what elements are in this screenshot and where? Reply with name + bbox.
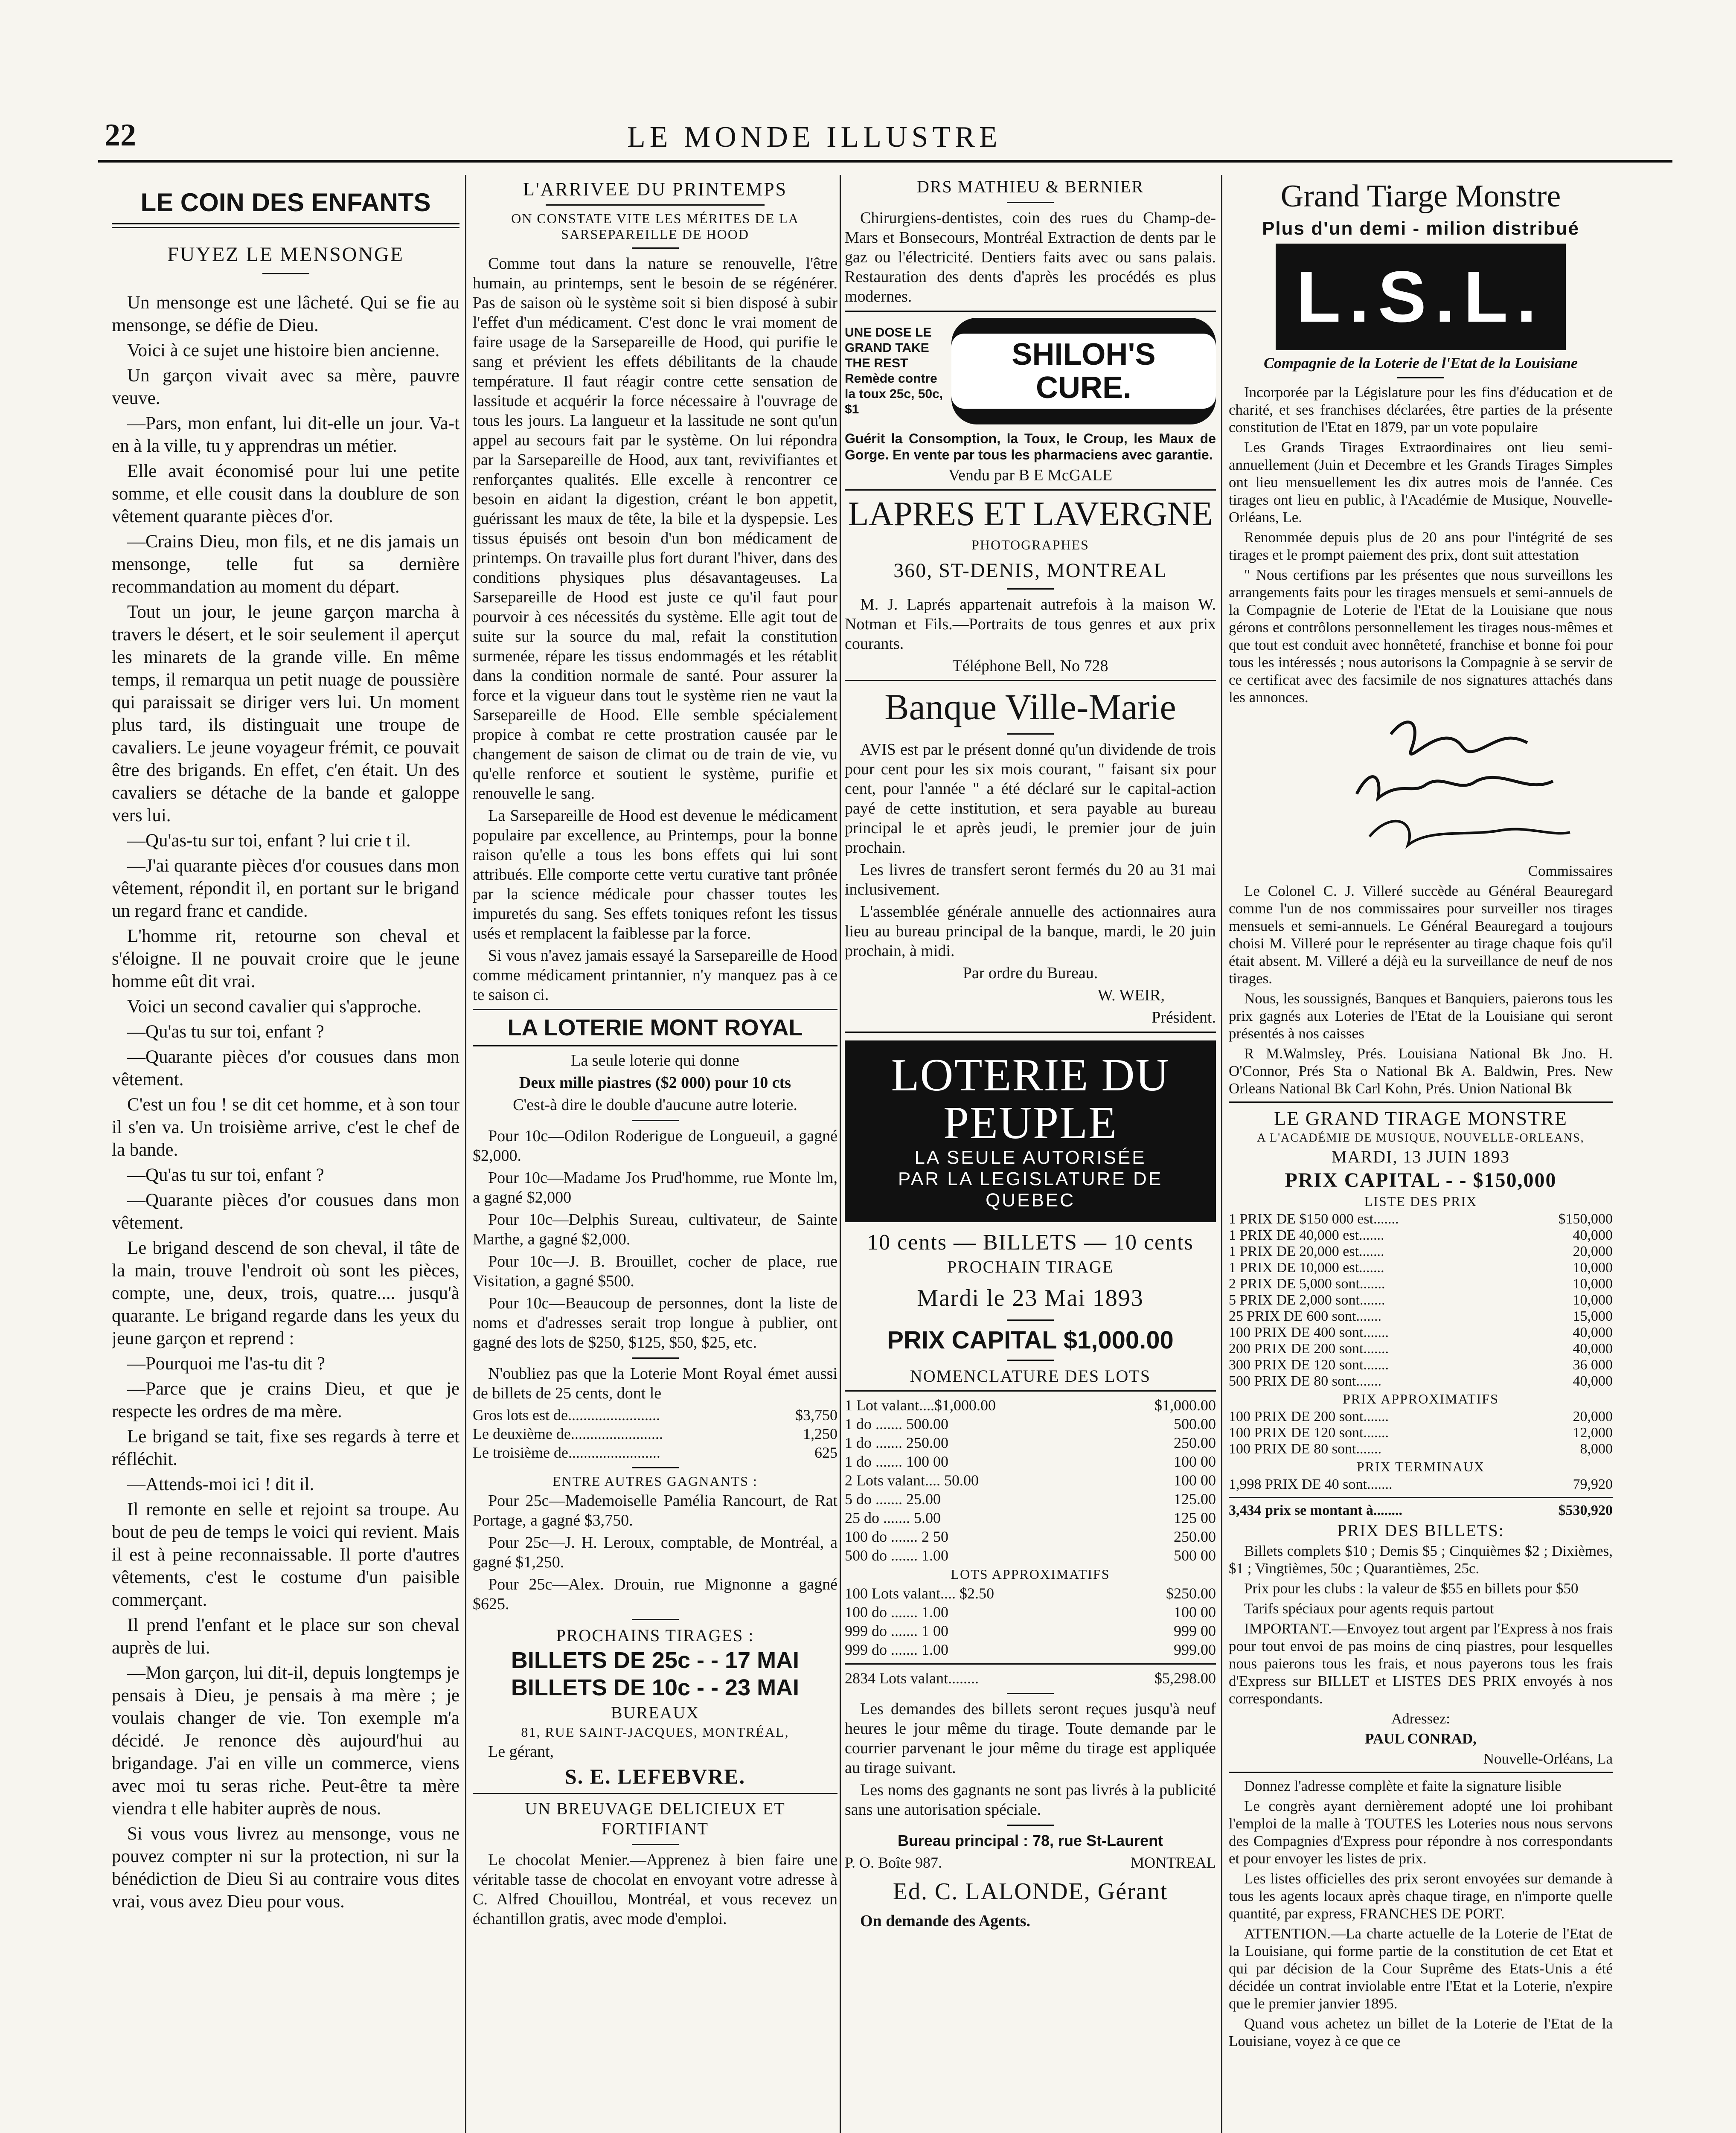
story-paragraph: —Quarante pièces d'or cousues dans mon vêtement. [112, 1190, 459, 1233]
winners-list [473, 1491, 837, 1614]
row-label: 25 do ....... 5.00 [845, 1509, 941, 1526]
billets-line: 10 cents — BILLETS — 10 cents [867, 1230, 1194, 1255]
table-row [1229, 1357, 1613, 1373]
row-value: 500.00 [1174, 1415, 1216, 1433]
table-row [845, 1508, 1216, 1527]
lots-table [845, 1396, 1216, 1565]
gerant-name: S. E. LEFEBVRE. [564, 1764, 746, 1788]
lot-row [473, 1443, 837, 1462]
story-paragraph: Un mensonge est une lâcheté. Qui se fie au mensonge, se défie de Dieu. [112, 293, 459, 335]
row-label: 100 Lots valant.... $2.50 [845, 1585, 994, 1602]
prize-table [1229, 1211, 1613, 1389]
divider [1229, 1101, 1613, 1103]
column-divider [465, 175, 466, 2133]
winner-entry: Pour 10c—Delphis Sureau, cultivateur, de Sainte Marthe, a gagné $2,000. [473, 1211, 837, 1248]
table-row [1229, 1227, 1613, 1244]
row-value: $250.00 [1166, 1585, 1216, 1602]
row-value: 20,000 [1573, 1409, 1613, 1424]
photo-subtitle: PHOTOGRAPHES [971, 537, 1089, 552]
story-paragraph: Voici un second cavalier qui s'approche. [127, 997, 422, 1017]
table-row [845, 1603, 1216, 1622]
city: MONTREAL [1131, 1854, 1216, 1871]
divider [632, 247, 679, 249]
commissioner-signatures [1229, 709, 1613, 862]
ad-body [1229, 1600, 1613, 1707]
ad-paragraph: IMPORTANT.—Envoyez tout argent par l'Express à nos frais pour tout envoi de pas moins de cinq piastres, pour lesquelles nous paierons tous les frais, et nous payerons tous les frais d'Express sur BILLET et LISTES DES PRIX envoyés à nos correspondants. [1229, 1620, 1613, 1707]
row-value: 10,000 [1573, 1276, 1613, 1292]
lot-value: $3,750 [795, 1407, 837, 1424]
table-row [845, 1452, 1216, 1471]
ad-paragraph: Tarifs spéciaux pour agents requis partout [1244, 1600, 1494, 1617]
row-label: 100 PRIX DE 400 sont....... [1229, 1325, 1389, 1340]
breuvage-text: Le chocolat Menier.—Apprenez à bien faire une véritable tasse de chocolat en envoyant votre adresse à C. Alfred Chouillou, Montréal, et vous recevez un échantillon gratis, avec mode d'emploi. [473, 1851, 837, 1928]
lot-label: Le deuxième de........................ [473, 1425, 663, 1442]
divider [845, 489, 1216, 491]
total-row [1229, 1502, 1613, 1519]
box-row [845, 1853, 1216, 1872]
row-value: 40,000 [1573, 1325, 1613, 1340]
ad-paragraph: Les listes officielles des prix seront envoyées sur demande à tous les agents locaux après chaque tirage, en n'importe quelle quantité, par express, FRANCHES DE PORT. [1229, 1870, 1613, 1922]
divider [845, 311, 1216, 312]
column-ads-left [473, 175, 837, 2133]
lottery-line: Deux mille piastres ($2 000) pour 10 cts [519, 1074, 791, 1092]
article-paragraph: La Sarsepareille de Hood est devenue le médicament populaire par excellence, au Printemps, pour la bonne raison qu'elle a tous les bons effets qui lui sont attribués. Elle comporte cette vertu curative tant prônée par la science médicale pour chasser toutes les impuretés du sang. Ses effets toniques refont les tissus usés et remplacent la faiblesse par la force. [473, 807, 837, 942]
divider [473, 1009, 837, 1010]
photo-tel: Téléphone Bell, No 728 [952, 657, 1108, 675]
row-value: 250.00 [1174, 1434, 1216, 1451]
story-paragraph: Elle avait économisé pour lui une petite somme, et elle cousit dans la doublure de son vêtement quarante pièces d'or. [112, 461, 459, 526]
approx-table [1229, 1409, 1613, 1457]
total-label: 2834 Lots valant........ [845, 1670, 979, 1687]
clubs-text: Prix pour les clubs : la valeur de $55 en billets pour $50 [1244, 1580, 1579, 1597]
loterie-peuple-banner [845, 1040, 1216, 1222]
story-paragraph: —J'ai quarante pièces d'or cousues dans mon vêtement, répondit il, en portant sur le brigand un regard franc et candide. [112, 856, 459, 921]
divider [1007, 1693, 1054, 1694]
story-body [112, 291, 459, 1913]
row-label: 1 do ....... 500.00 [845, 1415, 948, 1433]
story-paragraph: Il remonte en selle et rejoint sa troupe. Au bout de peu de temps le voici qui revient. Mais il est à peine reconnaissable. Il porte d'autres vêtements, c'est le costume d'un paisible commerçant. [112, 1499, 459, 1610]
prix-capital: PRIX CAPITAL $1,000.00 [887, 1326, 1174, 1354]
table-row [1229, 1211, 1613, 1227]
ad-body [1229, 384, 1613, 706]
table-row [1229, 1325, 1613, 1341]
bank-role: Président. [1152, 1008, 1216, 1026]
story-paragraph: —Parce que je crains Dieu, et que je respecte les ordres de ma mère. [112, 1379, 459, 1421]
lots-list [473, 1406, 837, 1462]
bank-paragraph: L'assemblée générale annuelle des actionnaires aura lieu au bureau principal de la banque, mardi, le 20 juin prochain, à midi. [845, 903, 1216, 960]
conrad-name: PAUL CONRAD, [1365, 1730, 1477, 1747]
tirage-date: Mardi le 23 Mai 1893 [917, 1285, 1144, 1311]
row-value: 10,000 [1573, 1260, 1613, 1276]
divider [546, 204, 765, 206]
nomenclature-title: NOMENCLATURE DES LOTS [910, 1366, 1151, 1386]
story-paragraph: —Pourquoi me l'as-tu dit ? [127, 1354, 325, 1374]
lot-label: Gros lots est de........................ [473, 1407, 660, 1424]
billets-text: Billets complets $10 ; Demis $5 ; Cinquièmes $2 ; Dixièmes, $1 ; Vingtièmes, 50c ; Quarantièmes, 25c. [1229, 1543, 1613, 1577]
row-label: 1 PRIX DE 40,000 est....... [1229, 1227, 1384, 1243]
row-label: 5 PRIX DE 2,000 sont....... [1229, 1292, 1385, 1308]
divider [632, 1619, 679, 1620]
table-row [1229, 1409, 1613, 1425]
prize-value: 79,920 [1573, 1476, 1613, 1492]
row-value: 250.00 [1174, 1528, 1216, 1545]
story-paragraph: —Qu'as-tu sur toi, enfant ? lui crie t il. [127, 831, 411, 851]
winner-entry: Pour 25c—J. H. Leroux, comptable, de Montréal, a gagné $1,250. [473, 1534, 837, 1571]
divider [1007, 733, 1054, 735]
ad-body [1229, 1777, 1613, 2050]
row-label: 1 Lot valant....$1,000.00 [845, 1397, 996, 1414]
divider [632, 1844, 679, 1845]
story-paragraph: —Mon garçon, lui dit-il, depuis longtemps je pensais à Dieu, je pensais à ma mère ; je voulais changer de vie. Ton exemple m'a décidé. Je renonce dès aujourd'hui au brigandage. J'ai en ville un commerce, viens avec moi tu seras riche. Peut-être ta mère viendra t elle habiter auprès de nous. [112, 1663, 459, 1819]
divider [845, 1390, 1216, 1392]
lsl-logo: L.S.L. [1276, 244, 1566, 350]
winners-heading: ENTRE AUTRES GAGNANTS : [552, 1473, 758, 1489]
row-value: 100 00 [1174, 1604, 1216, 1621]
row-label: 999 do ....... 1 00 [845, 1622, 948, 1639]
row-value: 40,000 [1573, 1341, 1613, 1357]
row-label: 1 do ....... 250.00 [845, 1434, 948, 1451]
table-row [845, 1584, 1216, 1603]
winner-entry: Pour 10c—J. B. Brouillet, cocher de place, rue Visitation, a gagné $500. [473, 1252, 837, 1290]
photo-address: 360, ST-DENIS, MONTREAL [893, 559, 1167, 582]
approx-table [845, 1584, 1216, 1659]
company-name: Compagnie de la Loterie de l'Etat de la Louisiane [1264, 355, 1578, 372]
table-row [1229, 1260, 1613, 1276]
table-row [1229, 1341, 1613, 1357]
tirage-location: A L'ACADÉMIE DE MUSIQUE, NOUVELLE-ORLEANS, [1257, 1131, 1585, 1145]
divider [473, 1793, 837, 1794]
row-label: 2 Lots valant.... 50.00 [845, 1472, 979, 1489]
table-row [845, 1527, 1216, 1546]
bank-paragraph: AVIS est par le présent donné qu'un dividende de trois pour cent pour les six mois courant, " faisant six pour cent, pour l'année " a été déclaré sur le capital-action payé de cette institution, et sera payable au bureau principal le et après jeudi, le premier jour de juin prochain. [845, 741, 1216, 857]
agents-notice: On demande des Agents. [860, 1912, 1031, 1930]
lot-row [473, 1424, 837, 1443]
divider [262, 273, 309, 274]
divider [1007, 202, 1054, 203]
signature-villere [1370, 821, 1570, 845]
lottery-line: C'est-à dire le double d'aucune autre loterie. [513, 1096, 797, 1114]
story-paragraph: Le brigand se tait, fixe ses regards à terre et réfléchit. [112, 1427, 459, 1469]
row-label: 100 do ....... 2 50 [845, 1528, 948, 1545]
liste-title: LISTE DES PRIX [1364, 1194, 1477, 1209]
row-label: 1 PRIX DE 10,000 est....... [1229, 1260, 1384, 1276]
dentist-title: DRS MATHIEU & BERNIER [916, 177, 1144, 196]
shiloh-name: SHILOH'S CURE. [951, 334, 1216, 409]
row-label: 100 do ....... 1.00 [845, 1604, 948, 1621]
story-paragraph: —Attends-moi ici ! dit il. [127, 1474, 314, 1494]
prize-label: 1,998 PRIX DE 40 sont....... [1229, 1476, 1393, 1492]
dentist-text: Chirurgiens-dentistes, coin des rues du Champ-de-Mars et Bonsecours, Montréal Extraction de dents par le gaz ou l'électricité. Dentiers faits avec ou sans palais. Restauration des dents d'après les procédés es plus modernes. [845, 209, 1216, 305]
lot-label: Le troisième de........................ [473, 1444, 660, 1461]
billets-title: PRIX DES BILLETS: [1337, 1521, 1504, 1540]
divider [112, 223, 459, 228]
table-row [1229, 1276, 1613, 1292]
lottery-line: La seule loterie qui donne [571, 1052, 739, 1069]
row-label: 500 PRIX DE 80 sont....... [1229, 1373, 1381, 1389]
ad-paragraph: Les Grands Tirages Extraordinaires ont lieu semi-annuellement (Juin et Decembre et les Grands Tirages Simples ont lieu mensuellement les dix autres mois de l'année. Ces tirages ont lieu en public, à l'Académie de Musique, Nouvelle-Orléans, Le. [1229, 439, 1613, 526]
row-label: 1 PRIX DE 20,000 est....... [1229, 1244, 1384, 1259]
ad-paragraph: Donnez l'adresse complète et faite la signature lisible [1244, 1778, 1562, 1794]
masthead: LE MONDE ILLUSTRE [627, 121, 1002, 154]
story-paragraph: —Qu'as tu sur toi, enfant ? [127, 1165, 324, 1185]
divider [1007, 1825, 1054, 1826]
row-value: 40,000 [1573, 1373, 1613, 1389]
row-label: 5 do ....... 25.00 [845, 1491, 941, 1508]
gerant-label: Le gérant, [488, 1743, 554, 1761]
row-value: 100 00 [1174, 1453, 1216, 1470]
column-divider [840, 175, 841, 2133]
row-value: 40,000 [1573, 1227, 1613, 1243]
column-children [112, 175, 459, 2133]
demandes-text: Les demandes des billets seront reçues jusqu'à neuf heures le jour même du tirage. Toute demande par le courrier parvenant le jour même du tirage est appliquée au tirage suivant. [845, 1700, 1216, 1777]
photo-title: LAPRES ET LAVERGNE [848, 495, 1213, 533]
row-label: 300 PRIX DE 120 sont....... [1229, 1357, 1389, 1373]
bank-notice [845, 740, 1216, 961]
divider [1229, 1772, 1613, 1773]
row-value: 125 00 [1174, 1509, 1216, 1526]
column-louisiana-lottery [1229, 175, 1613, 2133]
table-row [845, 1433, 1216, 1452]
row-label: 1 PRIX DE $150 000 est....... [1229, 1211, 1399, 1227]
bureaux-address: 81, RUE SAINT-JACQUES, MONTRÉAL, [521, 1724, 789, 1740]
tirage-title: LE GRAND TIRAGE MONSTRE [1274, 1107, 1567, 1129]
winner-entry: Pour 10c—Odilon Roderigue de Longueuil, a gagné $2,000. [473, 1127, 837, 1165]
divider [845, 1032, 1216, 1033]
story-paragraph: Un garçon vivait avec sa mère, pauvre veuve. [112, 366, 459, 408]
shiloh-vendor: Vendu par B E McGALE [948, 466, 1113, 484]
table-row [1229, 1373, 1613, 1389]
ad-subtitle: Plus d'un demi - milion distribué [1262, 218, 1579, 239]
approx-title: PRIX APPROXIMATIFS [1343, 1391, 1499, 1407]
divider [1007, 1360, 1054, 1361]
table-row [1229, 1425, 1613, 1441]
row-label: 999 do ....... 1.00 [845, 1641, 948, 1658]
total-value: $5,298.00 [1154, 1670, 1216, 1687]
story-paragraph: Voici à ce sujet une histoire bien ancienne. [127, 340, 440, 360]
ad-paragraph: " Nous certifions par les présentes que nous surveillons les arrangements faits pour les tirages mensuels et semi-annuels de la Compagnie de Loterie de l'Etat de la Louisiane que nous gérons et contrôlons personnellement les tirages nous-mêmes et que tout est conduit avec honnêteté, franchise et bonne foi pour tous les intéressés ; nous autorisons la Compagnie à se servir de ce certificat avec des facsimile de nos signatures attachés dans les annonces. [1229, 567, 1613, 706]
loterie-banner-line: LA SEULE AUTORISÉE [914, 1147, 1146, 1168]
bureaux-label: BUREAUX [611, 1703, 700, 1722]
winner-entry: Pour 10c—Madame Jos Prud'homme, rue Monte lm, a gagné $2,000 [473, 1169, 837, 1206]
signature-early [1391, 722, 1527, 754]
row-label: 2 PRIX DE 5,000 sont....... [1229, 1276, 1385, 1292]
table-row [845, 1622, 1216, 1640]
row-value: 36 000 [1573, 1357, 1613, 1373]
table-row [845, 1415, 1216, 1433]
table-row [845, 1546, 1216, 1565]
table-row [845, 1640, 1216, 1659]
story-paragraph: —Quarante pièces d'or cousues dans mon vêtement. [112, 1047, 459, 1090]
row-label: 100 PRIX DE 80 sont....... [1229, 1441, 1381, 1457]
row-label: 200 PRIX DE 200 sont....... [1229, 1341, 1389, 1357]
bank-signature: W. WEIR, [1097, 986, 1165, 1004]
photo-text: M. J. Laprés appartenait autrefois à la maison W. Notman et Fils.—Portraits de tous genres et aux prix courants. [845, 596, 1216, 653]
row-value: $1,000.00 [1154, 1397, 1216, 1414]
prix-capital: PRIX CAPITAL - - $150,000 [1285, 1169, 1557, 1191]
tirage-date: MARDI, 13 JUIN 1893 [1332, 1147, 1510, 1166]
table-row [1229, 1244, 1613, 1260]
terminaux-row [1229, 1476, 1613, 1493]
page-number: 22 [105, 118, 136, 153]
shiloh-badge [951, 318, 1216, 424]
total-row [845, 1669, 1216, 1688]
table-row [845, 1471, 1216, 1490]
table-row [1229, 1441, 1613, 1457]
winner-entry: Pour 25c—Mademoiselle Pamélia Rancourt, de Rat Portage, a gagné $3,750. [473, 1492, 837, 1529]
row-value: 500 00 [1174, 1547, 1216, 1564]
winner-entry: Pour 10c—Beaucoup de personnes, dont la liste de noms et d'adresses serait trop longue à publier, ont gagné des lots de $250, $125, $50, $25, etc. [473, 1294, 837, 1351]
shiloh-ad [845, 318, 1216, 424]
ad-paragraph: Quand vous achetez un billet de la Loterie de l'Etat de la Louisiane, voyez à ce que ce [1229, 2015, 1613, 2049]
divider [632, 1467, 679, 1468]
tirage-line: BILLETS DE 10c - - 23 MAI [511, 1675, 800, 1700]
bank-title: Banque Ville-Marie [884, 686, 1176, 727]
lottery-notice: N'oubliez pas que la Loterie Mont Royal émet aussi de billets de 25 cents, dont le [473, 1365, 837, 1402]
story-paragraph: Si vous vous livrez au mensonge, vous ne pouvez compter ni sur la protection, ni sur la bénédiction de Dieu Si au contraire vous dites vrai, vous avez Dieu pour vous. [112, 1824, 459, 1912]
divider [1397, 377, 1444, 378]
row-value: 12,000 [1573, 1425, 1613, 1441]
column-divider [1221, 175, 1222, 2133]
row-value: 15,000 [1573, 1308, 1613, 1324]
ad-title: Grand Tiarge Monstre [1280, 179, 1561, 214]
row-value: 10,000 [1573, 1292, 1613, 1308]
ad-paragraph: R M.Walmsley, Prés. Louisiana National Bk Jno. H. O'Connor, Prés Sta o National Bk A. Baldwin, Pres. New Orleans National Bk Carl Kohn, Prés. Union National Bk [1229, 1045, 1613, 1097]
signature-beauregard [1357, 777, 1553, 798]
lottery-title: LA LOTERIE MONT ROYAL [507, 1015, 803, 1040]
bureau-principal: Bureau principal : 78, rue St-Laurent [897, 1832, 1163, 1849]
divider [845, 680, 1216, 681]
story-paragraph: Tout un jour, le jeune garçon marcha à travers le désert, et le soir seulement il aperçut les minarets de la grande ville. En même temps, il remarqua un petit nuage de poussière qui paraissait se diriger vers lui. Un moment plus tard, ils distinguait une troupe de cavaliers. Le jeune voyageur frémit, ce pouvait être des brigands. En effet, c'en était. Un des cavaliers se détache de la bande et galoppe vers lui. [112, 602, 459, 825]
header-rule [98, 160, 1672, 163]
lot-value: 625 [814, 1444, 837, 1461]
tirages-heading: PROCHAINS TIRAGES : [556, 1626, 754, 1645]
row-value: 125.00 [1174, 1491, 1216, 1508]
story-paragraph: —Pars, mon enfant, lui dit-elle un jour. Va-t en à la ville, tu y apprendras un métier. [112, 413, 459, 456]
total-value: $530,920 [1558, 1502, 1613, 1518]
table-row [845, 1396, 1216, 1415]
bank-paragraph: Les livres de transfert seront fermés du 20 au 31 mai inclusivement. [845, 861, 1216, 898]
total-label: 3,434 prix se montant à........ [1229, 1502, 1403, 1518]
row-label: 100 PRIX DE 200 sont....... [1229, 1409, 1389, 1424]
ad-paragraph: ATTENTION.—La charte actuelle de la Loterie de l'Etat de la Louisiane, qui forme partie de la constitution de cet Etat et qui par décision de la Cour Suprême des Etats-Unis a été décidée un contrat inviolable entre l'Etat et la Loterie, n'expire que le premier janvier 1895. [1229, 1925, 1613, 2012]
divider [845, 1663, 1216, 1665]
divider [1007, 588, 1054, 590]
divider [1007, 1319, 1054, 1321]
lot-row [473, 1406, 837, 1424]
story-paragraph: C'est un fou ! se dit cet homme, et à son tour il s'en va. Un troisième arrive, c'est le chef de la bande. [112, 1095, 459, 1160]
table-row [845, 1490, 1216, 1508]
story-title: FUYEZ LE MENSONGE [167, 243, 404, 266]
table-row [1229, 1292, 1613, 1308]
article-title: L'ARRIVEE DU PRINTEMPS [523, 179, 788, 200]
row-value: 999.00 [1174, 1641, 1216, 1658]
breuvage-title: UN BREUVAGE DELICIEUX ET FORTIFIANT [525, 1799, 785, 1838]
divider [1229, 1497, 1613, 1498]
story-paragraph: Le brigand descend de son cheval, il tâte de la main, trouve l'endroit où sont les pièces, compte, une, deux, trois, quatre.... jusqu'à quarante. Le brigand regarde dans les yeux du jeune garçon et reprend : [112, 1238, 459, 1348]
ad-paragraph: Le Colonel C. J. Villeré succède au Général Beauregard comme l'un de nos commissaires pour surveiller nos tirages mensuels et semi-annuels. Le Général Beauregard a toujours choisi M. Villeré pour le représenter au tirage chaque fois qu'il était absent. M. Villeré a déjà eu la surveillance de neuf de nos tirages. [1229, 883, 1613, 987]
row-label: 25 PRIX DE 600 sont....... [1229, 1308, 1381, 1324]
approx-title: LOTS APPROXIMATIFS [951, 1566, 1110, 1582]
divider [473, 1045, 837, 1046]
article-body [473, 254, 837, 1005]
conrad-city: Nouvelle-Orléans, La [1483, 1750, 1613, 1767]
ad-body [1229, 882, 1613, 1097]
ad-paragraph: Renommée depuis plus de 20 ans pour l'intégrité de ses tirages et le prompt paiement des prix, dont suit attestation [1229, 529, 1613, 563]
ad-paragraph: Nous, les soussignés, Banques et Banquiers, paierons tous les prix gagnés aux Loteries de l'Etat de la Louisiane qui seront présentés à nos caisses [1229, 990, 1613, 1042]
shiloh-text: Guérit la Consomption, la Toux, le Croup, les Maux de Gorge. En vente par tous les pharmaciens avec garantie. [845, 431, 1216, 462]
loterie-banner-line: PAR LA LEGISLATURE DE QUEBEC [898, 1168, 1163, 1211]
prochain-tirage: PROCHAIN TIRAGE [947, 1257, 1114, 1276]
divider [632, 1120, 679, 1121]
adressez-label: Adressez: [1391, 1710, 1450, 1727]
section-title: LE COIN DES ENFANTS [140, 188, 431, 217]
winner-entry: Pour 25c—Alex. Drouin, rue Mignonne a gagné $625. [473, 1575, 837, 1613]
lalonde-gerant: Ed. C. LALONDE, Gérant [893, 1878, 1168, 1905]
row-label: 1 do ....... 100 00 [845, 1453, 948, 1470]
table-row [1229, 1308, 1613, 1325]
bank-order: Par ordre du Bureau. [963, 964, 1098, 982]
commissaires-label: Commissaires [1528, 863, 1613, 879]
article-paragraph: Si vous n'avez jamais essayé la Sarsepareille de Hood comme médicament printannier, n'y manquez pas à ce te saison ci. [473, 947, 837, 1004]
row-value: $150,000 [1558, 1211, 1613, 1227]
row-value: 8,000 [1580, 1441, 1613, 1457]
row-value: 20,000 [1573, 1244, 1613, 1259]
article-subtitle: ON CONSTATE VITE LES MÉRITES DE LA SARSEPAREILLE DE HOOD [511, 211, 799, 242]
row-value: 999 00 [1174, 1622, 1216, 1639]
story-paragraph: —Crains Dieu, mon fils, et ne dis jamais un mensonge, telle fut sa dernière recommandation au moment du départ. [112, 532, 459, 597]
loterie-banner-title: LOTERIE DU PEUPLE [891, 1050, 1170, 1148]
lot-value: 1,250 [803, 1425, 837, 1442]
row-value: 100 00 [1174, 1472, 1216, 1489]
column-ads-center [845, 175, 1216, 2133]
divider [632, 1357, 679, 1359]
terminaux-title: PRIX TERMINAUX [1356, 1459, 1485, 1474]
row-label: 100 PRIX DE 120 sont....... [1229, 1425, 1389, 1441]
story-paragraph: Il prend l'enfant et le place sur son cheval auprès de lui. [112, 1615, 459, 1658]
story-paragraph: —Qu'as tu sur toi, enfant ? [127, 1022, 324, 1042]
po-box: P. O. Boîte 987. [845, 1854, 942, 1871]
ad-paragraph: Incorporée par la Législature pour les fins d'éducation et de charité, et ses franchises déclarées, être parties de la présente constitution de l'Etat en 1879, par un vote populaire [1229, 384, 1613, 436]
article-paragraph: Comme tout dans la nature se renouvelle, l'être humain, au printemps, sent le besoin de se régénérer. Pas de saison où le système soit si bien disposé à subir l'effet d'un médicament. C'est donc le vrai moment de faire usage de la Sarsepareille de Hood, qui purifie le sang et prévient les effets débilitants de la chaude température. Il faut réagir contre cette sensation de lassitude et acquérir la force nécessaire à l'ouvrage de tous les jours. La langueur et la lassitude ne sont qu'un appel au secours fait par le système. On lui répondra par la Sarsepareille de Hood, aux tant, revivifiantes et renforçantes qualités. Elle excelle à rencontrer ce besoin en aidant la digestion, créant le bon appetit, guérissant les maux de tête, la bile et la dyspepsie. Les tissus épuisés ont besoin d'un bon médicament de printemps. On travaille plus fort durant l'hiver, dans des conditions physiques plus désavantageuses. La Sarsepareille de Hood est juste ce qu'il faut pour pourvoir à ces nécessités du système. Elle agit tout de suite sur la source du mal, refait la constitution surmenée, répare les tissus endommagés et les rétablit dans la condition normale de santé. Pour assurer la force et la vigueur dans tout le système rien ne vaut la Sarsepareille de Hood. Elle semble spécialement propice à combat re cette prostration causée par le changement de saison de climat ou de train de vie, vu qu'elle renforce et soutient le système, purifie et renouvelle le sang. [473, 255, 837, 802]
row-label: 500 do ....... 1.00 [845, 1547, 948, 1564]
ad-paragraph: Le congrès ayant dernièrement adopté une loi prohibant l'emploi de la malle à TOUTES les Loteries nous nous servons des Compagnies d'Express pour répondre à nos correspondants et pour envoyer les listes de prix. [1229, 1798, 1613, 1867]
noms-text: Les noms des gagnants ne sont pas livrés à la publicité sans une autorisation spéciale. [845, 1781, 1216, 1819]
tirage-line: BILLETS DE 25c - - 17 MAI [511, 1648, 800, 1673]
winners-list [473, 1126, 837, 1352]
shiloh-side-text: UNE DOSE LE GRAND TAKE THE REST Remède contre la toux 25c, 50c, $1 [845, 325, 943, 416]
story-paragraph: L'homme rit, retourne son cheval et s'éloigne. Il ne pouvait croire que le jeune homme eût dit vrai. [112, 926, 459, 991]
